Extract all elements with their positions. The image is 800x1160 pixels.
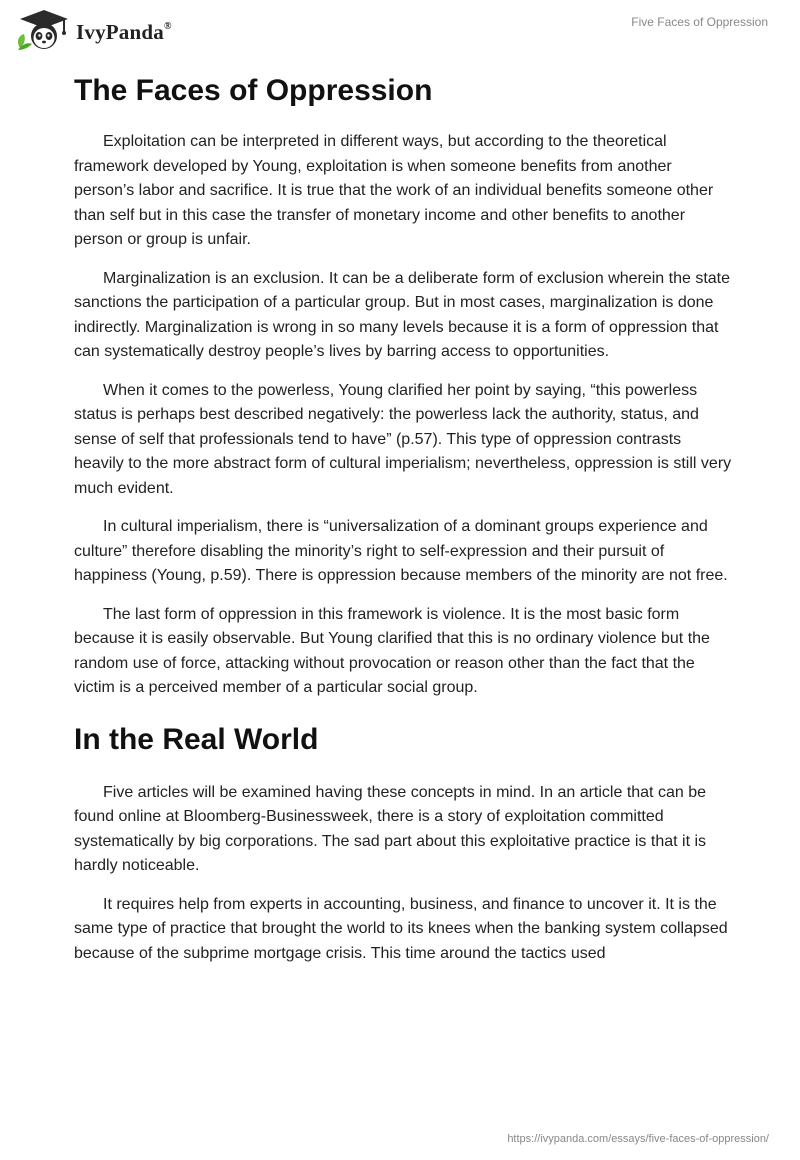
paragraph: Exploitation can be interpreted in different ways, but according to the theoretical framework developed by Young, exploitation is when someone benefits from another person’s labor and sacrifice. It is true that the work of an individual benefits someone other than self but in this case the transfer of monetary income and other benefits to another person or group is unfair. bbox=[74, 133, 714, 248]
paragraph: Marginalization is an exclusion. It can be a deliberate form of exclusion wherein the state sanctions the participation of a particular group. But in most cases, marginalization is done indirectly. Marginalization is wrong in so many levels because it is a form of oppression that can systematically destroy people’s lives by barring access to opportunities. bbox=[74, 269, 731, 360]
paragraph: When it comes to the powerless, Young clarified her point by saying, “this powerless status is perhaps best described negatively: the powerless lack the authority, status, and sense of self that professionals tend to have” (p.57). This type of oppression contrasts heavily to the more abstract form of cultural imperialism; nevertheless, oppression is still very much evident. bbox=[74, 381, 732, 497]
page-header bbox=[0, 0, 800, 60]
ivypanda-logo-icon[interactable] bbox=[14, 8, 74, 52]
article-body bbox=[74, 70, 734, 980]
paragraph: In cultural imperialism, there is “universalization of a dominant groups experience and culture” therefore disabling the minority’s right to self-expression and their pursuit of happiness (Young, p.59). There is oppression because members of the minority are not free. bbox=[74, 518, 728, 584]
paragraph: The last form of oppression in this framework is violence. It is the most basic form because it is easily observable. But Young clarified that this is no ordinary violence but the random use of force, attacking without provocation or reason other than the fact that the victim is a perceived member of a particular social group. bbox=[74, 605, 710, 696]
header-document-title: Five Faces of Oppression bbox=[631, 15, 768, 29]
section-heading: In the Real World bbox=[74, 722, 319, 756]
source-url[interactable]: https://ivypanda.com/essays/five-faces-of-oppression/ bbox=[507, 1133, 769, 1145]
section-heading: The Faces of Oppression bbox=[74, 74, 433, 107]
paragraph: Five articles will be examined having these concepts in mind. In an article that can be found online at Bloomberg-Businessweek, there is a story of exploitation committed systematically by big corporations. The sad part about this exploitative practice is that it is hardly noticeable. bbox=[74, 783, 707, 874]
brand-name[interactable]: IvyPanda® bbox=[76, 20, 172, 44]
paragraph: It requires help from experts in accounting, business, and finance to uncover it. It is the same type of practice that brought the world to its knees when the banking system collapsed because of the subprime mortgage crisis. This time around the tactics used bbox=[74, 895, 728, 962]
